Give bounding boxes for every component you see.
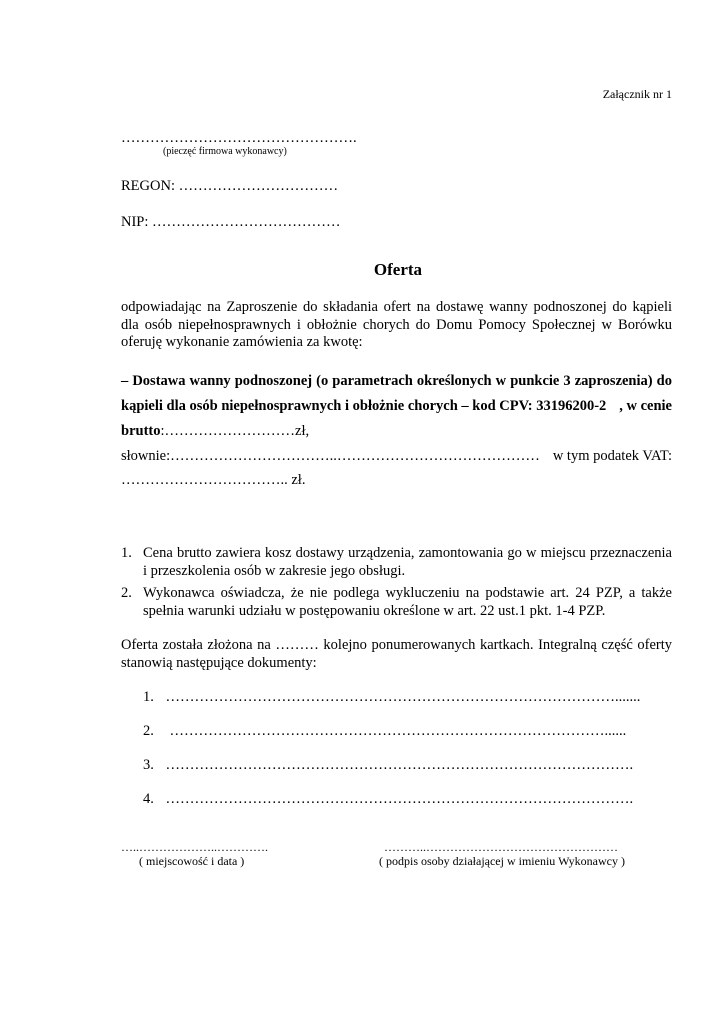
document-item-4 bbox=[143, 791, 633, 808]
condition-line-1: Cena brutto zawiera kosz dostawy urządzenia, zamontowania go w miejscu przeznaczenia bbox=[143, 545, 672, 561]
slownie-field: słownie:……………………………..…………………………………… bbox=[121, 448, 540, 464]
submission-line-1: Oferta została złożona na ……… kolejno ponumerowanych kartkach. Integralną część oferty bbox=[121, 637, 672, 653]
condition-line-2: spełnia warunki udziału w postępowaniu określone w art. 22 ust.1 pkt. 1-4 PZP. bbox=[143, 603, 606, 619]
condition-item-1 bbox=[121, 545, 672, 585]
condition-line-1: Wykonawca oświadcza, że nie podlega wykluczeniu na podstawie art. 24 PZP, a także bbox=[143, 585, 672, 601]
document-number: 2. bbox=[143, 723, 154, 739]
offer-line-2 bbox=[121, 398, 672, 415]
condition-line-2: i przeszkolenia osób w zakresie jego obsługi. bbox=[143, 563, 406, 579]
nip-field: NIP: ………………………………… bbox=[121, 214, 341, 230]
brutto-value: :………………………zł, bbox=[160, 423, 310, 439]
stamp-line: …………………………………………. bbox=[121, 130, 357, 146]
intro-line-1: odpowiadając na Zaproszenie do składania ofert na dostawę wanny podnoszonej do kąpieli bbox=[121, 299, 672, 315]
document-item-1 bbox=[143, 689, 640, 706]
offer-price-text: , w cenie bbox=[619, 398, 672, 414]
place-date-caption: ( miejscowość i data ) bbox=[139, 854, 245, 868]
document-number: 4. bbox=[143, 791, 154, 807]
place-date-line: …..………………..…………. bbox=[121, 840, 268, 854]
slownie-line bbox=[121, 448, 672, 465]
regon-field: REGON: …………………………… bbox=[121, 178, 339, 194]
signature-caption: ( podpis osoby działającej w imieniu Wykonawcy ) bbox=[379, 854, 625, 868]
condition-number: 2. bbox=[121, 585, 132, 601]
vat-label: w tym podatek VAT: bbox=[552, 448, 672, 464]
vat-value: …………………………….. zł. bbox=[121, 472, 306, 488]
brutto-label: brutto bbox=[121, 423, 161, 439]
document-dots: ……………………………………………………………………………………. bbox=[165, 757, 634, 773]
intro-line-3: oferuję wykonanie zamówienia za kwotę: bbox=[121, 334, 363, 350]
document-number: 1. bbox=[143, 689, 154, 705]
submission-line-2: stanowią następujące dokumenty: bbox=[121, 655, 317, 671]
condition-number: 1. bbox=[121, 545, 132, 561]
offer-line-1: – Dostawa wanny podnoszonej (o parametrach określonych w punkcie 3 zaproszenia) do bbox=[121, 373, 672, 389]
condition-item-2 bbox=[121, 585, 672, 625]
annex-label: Załącznik nr 1 bbox=[602, 87, 672, 101]
document-dots: …………………………………………………………………………………....... bbox=[165, 689, 641, 705]
brutto-line bbox=[121, 423, 309, 440]
document-item-3 bbox=[143, 757, 633, 774]
document-number: 3. bbox=[143, 757, 154, 773]
document-dots: ……………………………………………………………………………………. bbox=[165, 791, 634, 807]
signature-line: ………..………………………………………… bbox=[384, 840, 618, 854]
intro-line-2: dla osób niepełnosprawnych i obłożnie chorych do Domu Pomocy Społecznej w Borówku bbox=[121, 317, 672, 333]
stamp-caption: (pieczęć firmowa wykonawcy) bbox=[163, 146, 287, 157]
offer-cpv-text: kąpieli dla osób niepełnosprawnych i obłożnie chorych – kod CPV: 33196200-2 bbox=[121, 398, 607, 414]
page-title: Oferta bbox=[373, 260, 423, 279]
document-dots: ………………………………………………………………………………...... bbox=[169, 723, 627, 739]
document-item-2 bbox=[143, 723, 626, 740]
